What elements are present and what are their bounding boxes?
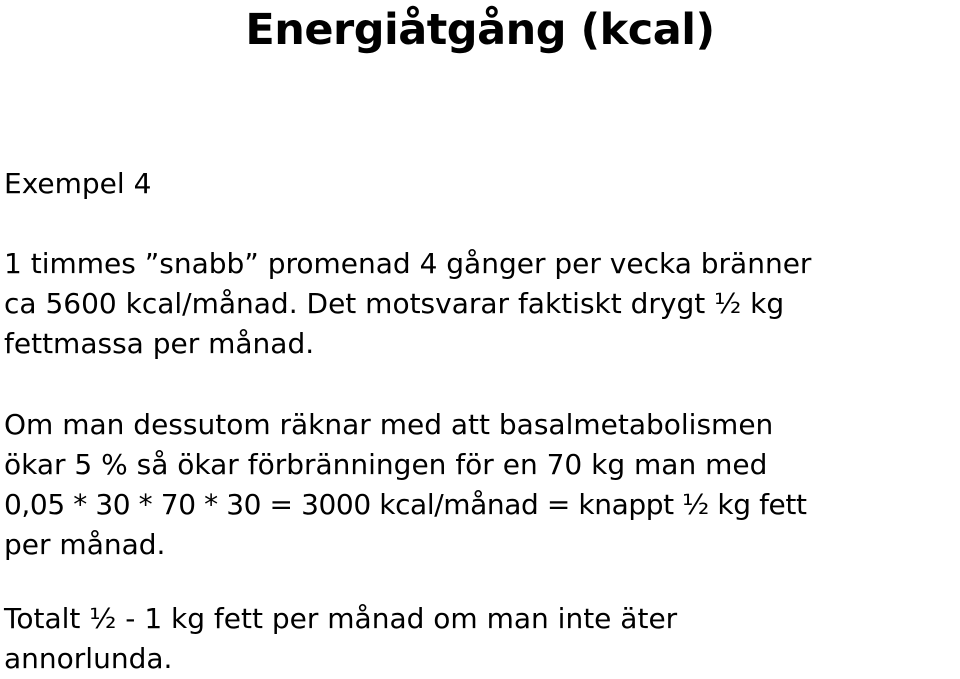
paragraph-total-line-2: annorlunda.	[4, 642, 173, 675]
paragraph-total-line-1: Totalt ½ - 1 kg fett per månad om man inte äter	[4, 602, 678, 635]
paragraph-metabolism-line-3: 0,05 * 30 * 70 * 30 = 3000 kcal/månad = knappt ½ kg fett	[4, 488, 807, 521]
paragraph-walking-line-1: 1 timmes ”snabb” promenad 4 gånger per vecka bränner	[4, 247, 812, 280]
paragraph-metabolism	[4, 405, 807, 565]
example-heading	[4, 164, 151, 204]
paragraph-walking-line-3: fettmassa per månad.	[4, 327, 315, 360]
example-heading-text: Exempel 4	[4, 167, 152, 200]
paragraph-walking	[4, 244, 811, 364]
paragraph-metabolism-line-1: Om man dessutom räknar med att basalmetabolismen	[4, 408, 774, 441]
paragraph-metabolism-line-4: per månad.	[4, 528, 166, 561]
paragraph-metabolism-line-2: ökar 5 % så ökar förbränningen för en 70 kg man med	[4, 448, 768, 481]
slide-title: Energiåtgång (kcal)	[245, 5, 715, 55]
paragraph-total	[4, 599, 677, 679]
paragraph-walking-line-2: ca 5600 kcal/månad. Det motsvarar faktiskt drygt ½ kg	[4, 287, 785, 320]
